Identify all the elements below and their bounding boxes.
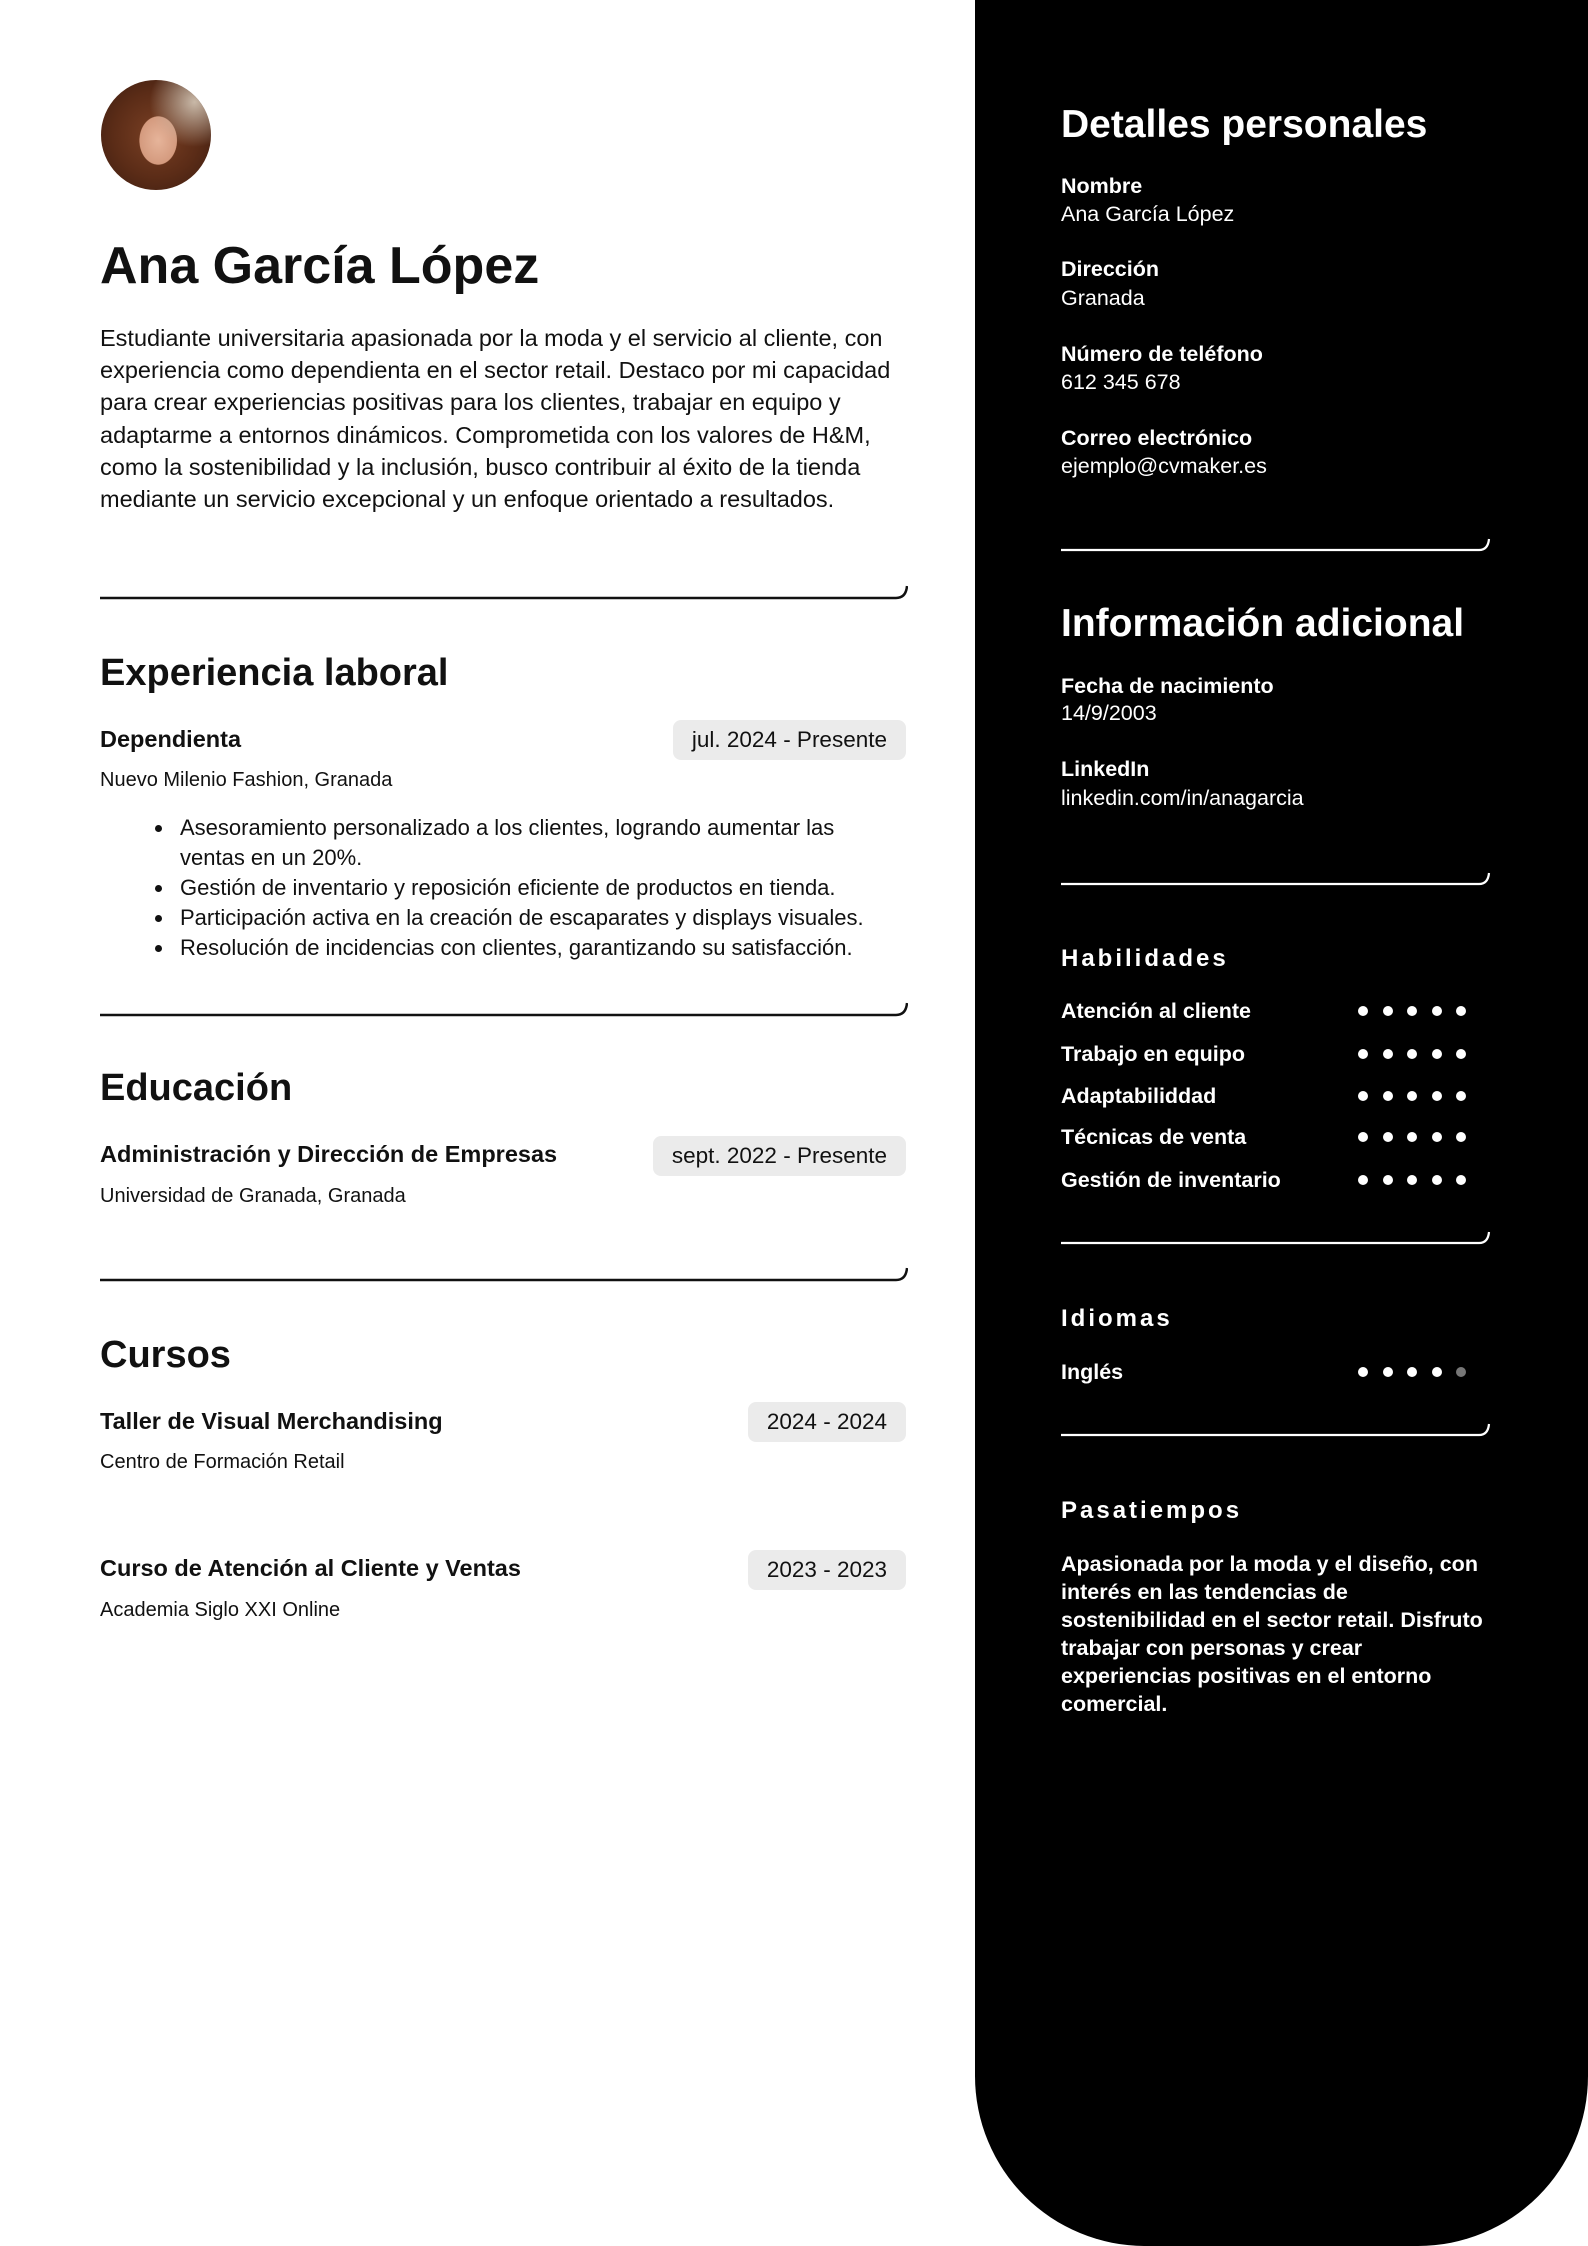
rating-dot: [1383, 1006, 1393, 1016]
section-title-skills: Habilidades: [1061, 945, 1229, 972]
list-item: Asesoramiento personalizado a los clientes, logrando aumentar las ventas en un 20%.: [155, 813, 905, 873]
language-name: Inglés: [1061, 1360, 1124, 1384]
skill-row: [1061, 1122, 1466, 1152]
rating-dot: [1432, 1091, 1442, 1101]
date-badge: jul. 2024 - Presente: [673, 720, 906, 760]
section-title-personal: Detalles personales: [1061, 103, 1428, 146]
rating-dot: [1383, 1091, 1393, 1101]
rating-dot: [1432, 1049, 1442, 1059]
skill-name: Gestión de inventario: [1061, 1168, 1281, 1192]
rating-dot: [1432, 1006, 1442, 1016]
date-badge: 2023 - 2023: [748, 1550, 906, 1590]
job-title: Dependienta: [100, 726, 242, 752]
rating-dot: [1383, 1367, 1393, 1377]
rating-dot: [1432, 1175, 1442, 1185]
rating-dot: [1383, 1049, 1393, 1059]
hobbies-text: Apasionada por la moda y el diseño, con interés en las tendencias de sostenibilidad en el sector retail. Disfruto trabajar con personas y crear experiencias positivas en el entorno comercial.: [1061, 1552, 1483, 1716]
rating-dot: [1358, 1132, 1368, 1142]
section-divider: [1061, 867, 1491, 887]
section-title-hobbies: Pasatiempos: [1061, 1497, 1243, 1524]
candidate-name: Ana García López: [100, 237, 540, 295]
rating-dot: [1456, 1091, 1466, 1101]
section-divider: [100, 580, 908, 600]
rating-dot: [1432, 1132, 1442, 1142]
field-value: ejemplo@cvmaker.es: [1061, 454, 1267, 478]
rating-dot: [1358, 1175, 1368, 1185]
rating-dot: [1358, 1367, 1368, 1377]
field-value: linkedin.com/in/anagarcia: [1061, 786, 1304, 810]
rating-dots: [1358, 1132, 1466, 1142]
section-title-additional: Información adicional: [1061, 602, 1465, 645]
rating-dot: [1358, 1006, 1368, 1016]
job-company: Nuevo Milenio Fashion, Granada: [100, 769, 393, 791]
list-item: Resolución de incidencias con clientes, garantizando su satisfacción.: [155, 933, 905, 963]
course-org: Academia Siglo XXI Online: [100, 1599, 341, 1621]
course-title: Taller de Visual Merchandising: [100, 1408, 443, 1434]
rating-dot: [1383, 1175, 1393, 1185]
rating-dots: [1358, 1091, 1466, 1101]
rating-dot: [1407, 1132, 1417, 1142]
avatar: [101, 80, 211, 190]
field-label: Fecha de nacimiento: [1061, 674, 1274, 698]
field-value: Granada: [1061, 286, 1145, 310]
section-divider: [100, 997, 908, 1017]
skill-row: [1061, 1039, 1466, 1069]
skill-name: Trabajo en equipo: [1061, 1042, 1245, 1066]
rating-dot: [1456, 1006, 1466, 1016]
rating-dot: [1407, 1367, 1417, 1377]
rating-dots: [1358, 1049, 1466, 1059]
rating-dot: [1456, 1175, 1466, 1185]
date-badge: 2024 - 2024: [748, 1402, 906, 1442]
profile-summary: Estudiante universitaria apasionada por la moda y el servicio al cliente, con experiencia como dependienta en el sector retail. Destaco por mi capacidad para crear experiencias positivas para los clientes, trabajar en equipo y adaptarme a entornos dinámicos. Comprometida con los valores de H&M, como la sostenibilidad y la inclusión, busco contribuir al éxito de la tienda mediante un servicio excepcional y un enfoque orientado a resultados.: [100, 325, 891, 513]
list-item: Participación activa en la creación de escaparates y displays visuales.: [155, 903, 905, 933]
section-divider: [100, 1262, 908, 1282]
sidebar: [975, 0, 1588, 2246]
field-label: Nombre: [1061, 174, 1143, 198]
rating-dot: [1456, 1049, 1466, 1059]
field-value: 14/9/2003: [1061, 701, 1157, 725]
rating-dot: [1407, 1006, 1417, 1016]
skill-name: Adaptabiliddad: [1061, 1084, 1217, 1108]
rating-dot: [1383, 1132, 1393, 1142]
field-label: Dirección: [1061, 257, 1159, 281]
rating-dot: [1456, 1132, 1466, 1142]
rating-dot: [1407, 1175, 1417, 1185]
list-item: Gestión de inventario y reposición eficiente de productos en tienda.: [155, 873, 905, 903]
rating-dot: [1432, 1367, 1442, 1377]
field-value: Ana García López: [1061, 202, 1235, 226]
section-title-education: Educación: [100, 1067, 293, 1109]
section-divider: [1061, 1226, 1491, 1246]
school-name: Universidad de Granada, Granada: [100, 1185, 406, 1207]
section-title-experience: Experiencia laboral: [100, 652, 449, 694]
rating-dot: [1456, 1367, 1466, 1377]
course-title: Curso de Atención al Cliente y Ventas: [100, 1555, 521, 1581]
field-value: 612 345 678: [1061, 370, 1181, 394]
rating-dot: [1358, 1049, 1368, 1059]
rating-dot: [1358, 1091, 1368, 1101]
section-title-courses: Cursos: [100, 1334, 231, 1376]
field-label: Número de teléfono: [1061, 342, 1263, 366]
degree-title: Administración y Dirección de Empresas: [100, 1141, 558, 1167]
section-divider: [1061, 533, 1491, 553]
rating-dots: [1358, 1175, 1466, 1185]
course-org: Centro de Formación Retail: [100, 1451, 345, 1473]
skill-name: Técnicas de venta: [1061, 1125, 1247, 1149]
skill-row: [1061, 996, 1466, 1026]
rating-dots: [1358, 1367, 1466, 1377]
rating-dot: [1407, 1049, 1417, 1059]
job-bullets: [155, 813, 905, 963]
field-label: Correo electrónico: [1061, 426, 1253, 450]
skill-row: [1061, 1165, 1466, 1195]
skill-name: Atención al cliente: [1061, 999, 1251, 1023]
date-badge: sept. 2022 - Presente: [653, 1136, 906, 1176]
section-divider: [1061, 1418, 1491, 1438]
rating-dot: [1407, 1091, 1417, 1101]
language-row: [1061, 1357, 1466, 1387]
skill-row: [1061, 1081, 1466, 1111]
field-label: LinkedIn: [1061, 757, 1150, 781]
section-title-languages: Idiomas: [1061, 1305, 1173, 1332]
rating-dots: [1358, 1006, 1466, 1016]
